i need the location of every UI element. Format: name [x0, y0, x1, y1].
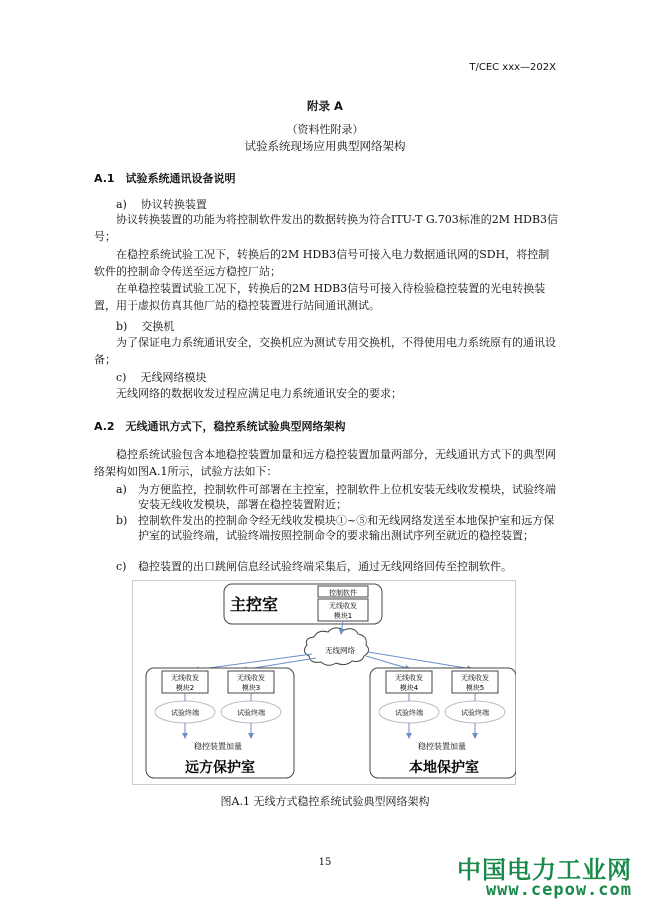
a1-item-a [116, 196, 207, 212]
module3-label-line1: 无线收发 [237, 674, 265, 682]
list-marker: a) [116, 483, 127, 496]
list-marker: c) [116, 371, 127, 384]
a1-item-b [116, 318, 174, 334]
module5-label-line2: 模块5 [465, 684, 485, 692]
control-software-label: 控制软件 [329, 589, 357, 597]
list-marker: b) [116, 320, 128, 333]
module5-label-line1: 无线收发 [461, 674, 489, 682]
terminal-label: 试验终端 [395, 709, 423, 717]
section-a1-heading: A.1 试验系统通讯设备说明 [94, 172, 236, 185]
list-label: 交换机 [141, 320, 175, 333]
figure-caption: 图A.1 无线方式稳控系统试验典型网络架构 [220, 795, 430, 808]
document-code: T/CEC xxx—202X [469, 62, 556, 73]
list-marker: b) [116, 514, 128, 527]
a2-item [94, 559, 560, 574]
appendix-nature: （资料性附录） [286, 123, 364, 136]
network-label: 无线网络 [325, 646, 355, 655]
module1-label-line2: 模块1 [333, 612, 353, 620]
a1-item-c [116, 369, 206, 385]
a1-paragraph: 无线网络的数据收发过程应满足电力系统通讯安全的要求； [116, 387, 402, 400]
local-room-label: 本地保护室 [409, 760, 479, 776]
a1-paragraph: 为了保证电力系统通讯安全，交换机应为测试专用交换机，不得使用电力系统原有的通讯设备； [94, 336, 556, 366]
module2-label-line2: 模块2 [175, 684, 195, 692]
module4-label-line2: 模块4 [399, 684, 419, 692]
watermark-url: www.cepow.com [485, 880, 632, 900]
main-room-label: 主控室 [230, 595, 279, 614]
device-label: 稳控装置加量 [194, 742, 242, 751]
appendix-label: 附录 A [307, 99, 343, 113]
list-label: 无线网络模块 [140, 371, 207, 384]
a2-item [94, 513, 560, 543]
a1-paragraph: 在稳控系统试验工况下，转换后的2M HDB3信号可接入电力数据通讯网的SDH，将控制软件的控制命令传送至远方稳控厂站； [94, 248, 550, 278]
a1-paragraph: 协议转换装置的功能为将控制软件发出的数据转换为符合ITU-T G.703标准的2M HDB3信号； [94, 213, 559, 243]
list-text: 稳控装置的出口跳闸信息经试验终端采集后，通过无线网络回传至控制软件。 [138, 560, 512, 573]
list-label: 协议转换装置 [140, 198, 207, 211]
section-a2-heading: A.2 无线通讯方式下，稳控系统试验典型网络架构 [94, 420, 346, 433]
appendix-title: 试验系统现场应用典型网络架构 [244, 139, 406, 153]
a2-item [94, 482, 560, 512]
terminal-label: 试验终端 [237, 709, 265, 717]
module4-label-line1: 无线收发 [395, 674, 423, 682]
module3-label-line2: 模块3 [241, 684, 261, 692]
list-marker: c) [116, 560, 127, 573]
module2-label-line1: 无线收发 [171, 674, 199, 682]
a1-paragraph: 在单稳控装置试验工况下，转换后的2M HDB3信号可接入待检验稳控装置的光电转换装置，用于虚拟仿真其他厂站的稳控装置进行站间通讯测试。 [94, 282, 546, 312]
list-marker: a) [116, 198, 127, 211]
remote-room-label: 远方保护室 [185, 760, 255, 776]
list-text: 控制软件发出的控制命令经无线收发模块①~⑤和无线网络发送至本地保护室和远方保护室的试验终端，试验终端按照控制命令的要求输出测试序列至就近的稳控装置； [138, 514, 555, 542]
module1-label-line1: 无线收发 [329, 602, 357, 610]
watermark-title: 中国电力工业网 [457, 856, 632, 884]
network-diagram [132, 580, 516, 785]
device-label: 稳控装置加量 [418, 742, 466, 751]
terminal-label: 试验终端 [461, 709, 489, 717]
list-text: 为方便监控，控制软件可部署在主控室，控制软件上位机安装无线收发模块，试验终端安装无线收发模块，部署在稳控装置附近； [138, 483, 556, 511]
page-number: 15 [318, 857, 332, 868]
terminal-label: 试验终端 [171, 709, 199, 717]
a2-intro: 稳控系统试验包含本地稳控装置加量和远方稳控装置加量两部分，无线通讯方式下的典型网络架构如图A.1所示，试验方法如下： [94, 448, 556, 478]
